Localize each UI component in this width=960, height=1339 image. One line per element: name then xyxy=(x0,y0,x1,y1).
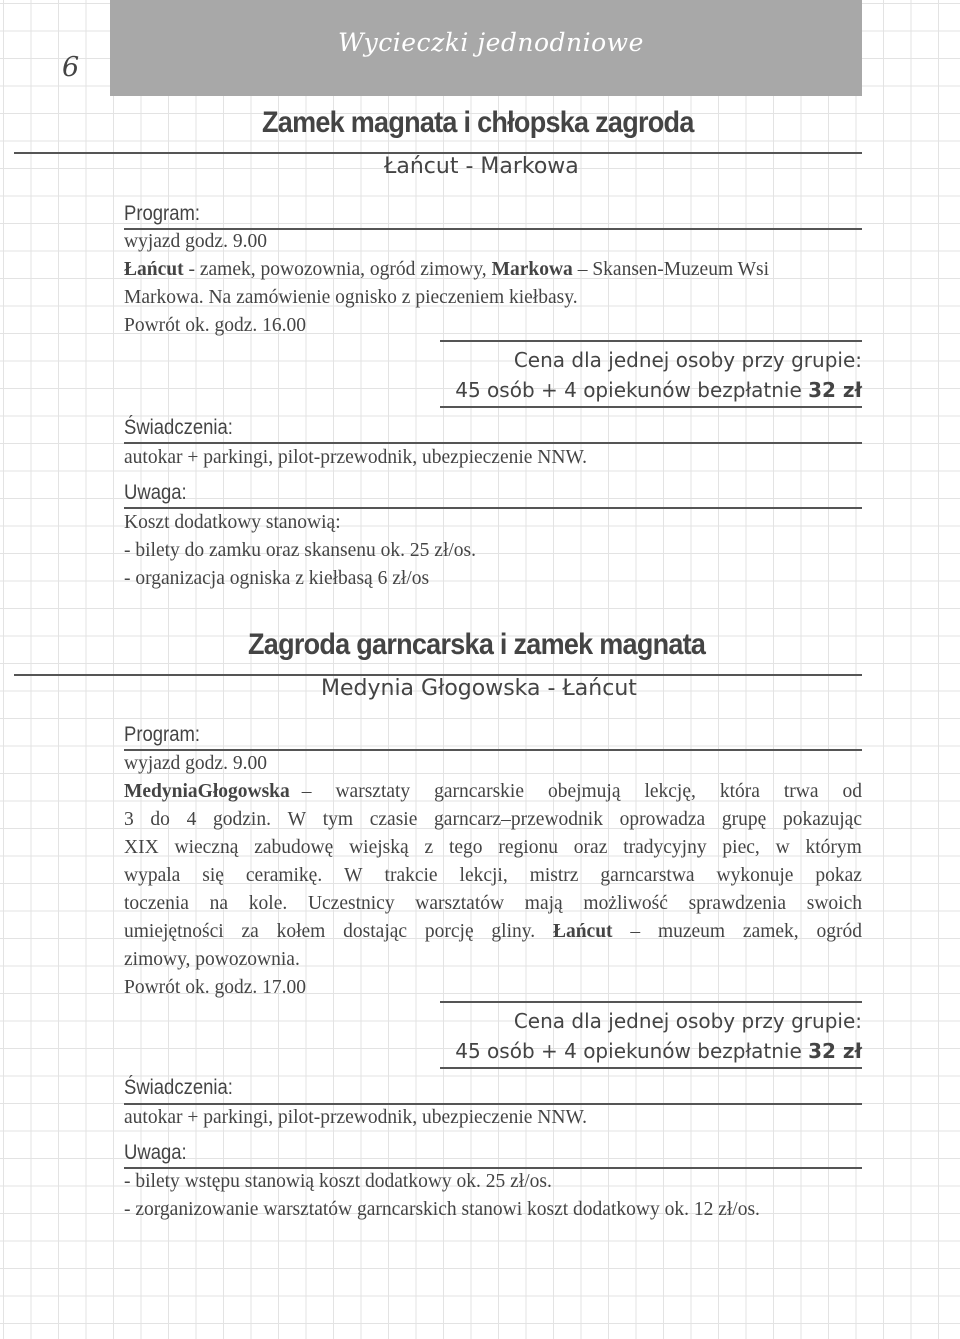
trip2-services-label: Świadczenia: xyxy=(124,1076,233,1099)
trip1-services: autokar + parkingi, pilot-przewodnik, ubezpieczenie NNW. xyxy=(124,447,587,468)
trip2-para-line-2: 3 do 4 godzin. W tym czasie garncarz–przewodnik oprowadza grupę pokazując xyxy=(124,809,862,830)
trip1-services-label: Świadczenia: xyxy=(124,416,233,439)
trip2-para-line-7: zimowy, powozownia. xyxy=(124,949,300,970)
trip2-program-label: Program: xyxy=(124,723,200,746)
trip1-subtitle: Łańcut - Markowa xyxy=(384,154,579,179)
trip2-note-line-1: - bilety wstępu stanowią koszt dodatkowy ok. 25 zł/os. xyxy=(124,1171,552,1192)
section-title: Wycieczki jednodniowe xyxy=(338,28,644,57)
trip1-program-line: Łańcut - zamek, powozownia, ogród zimowy, Markowa – Skansen-Muzeum Wsi xyxy=(124,259,770,280)
trip1-program-line-2: Markowa. Na zamówienie ognisko z pieczeniem kiełbasy. xyxy=(124,287,578,308)
trip2-para-line-4: wypala się ceramikę. W trakcie lekcji, mistrz garncarstwa wykonuje pokaz xyxy=(124,865,862,886)
trip1-program-label: Program: xyxy=(124,202,200,225)
trip2-title: Zagroda garncarska i zamek magnata xyxy=(248,628,706,661)
trip1-price-value: 32 zł xyxy=(808,378,862,402)
trip2-price-caption: Cena dla jednej osoby przy grupie: xyxy=(513,1009,862,1033)
trip1-note-line-3: - organizacja ogniska z kiełbasą 6 zł/os xyxy=(124,568,430,589)
trip2-para-line-5: toczenia na kole. Uczestnicy warsztatów mają możliwość sprawdzenia swoich xyxy=(124,893,862,914)
page-number: 6 xyxy=(62,52,80,83)
trip1-note-line-2: - bilety do zamku oraz skansenu ok. 25 zł/os. xyxy=(124,540,476,561)
trip1-note-line-1: Koszt dodatkowy stanowią: xyxy=(124,512,341,533)
trip2-price-value: 32 zł xyxy=(808,1039,862,1063)
trip2-para-line-6: umiejętności za kołem dostając porcję gliny. Łańcut – muzeum zamek, ogród xyxy=(124,921,863,942)
trip2-price-rule-top xyxy=(440,1001,862,1003)
trip1-price-caption: Cena dla jednej osoby przy grupie: xyxy=(513,348,862,372)
trip2-note-line-2: - zorganizowanie warsztatów garncarskich stanowi koszt dodatkowy ok. 12 zł/os. xyxy=(124,1199,760,1220)
trip2-return: Powrót ok. godz. 17.00 xyxy=(124,977,306,998)
trip2-para-line-1: MedyniaGłogowska – warsztaty garncarskie obejmują lekcję, która trwa od xyxy=(124,781,862,802)
trip1-price-line: 45 osób + 4 opiekunów bezpłatnie 32 zł xyxy=(455,378,862,402)
trip2-para-line-3: XIX wieczną zabudowę wiejską z tego regionu oraz tradycyjny piec, w którym xyxy=(124,837,862,858)
trip2-departure: wyjazd godz. 9.00 xyxy=(124,753,267,774)
trip1-price-rule-top xyxy=(440,340,862,342)
trip1-note-label: Uwaga: xyxy=(124,481,187,504)
trip2-price-line: 45 osób + 4 opiekunów bezpłatnie 32 zł xyxy=(455,1039,862,1063)
trip2-price-rule-bottom xyxy=(440,1067,862,1069)
trip2-note-label: Uwaga: xyxy=(124,1141,187,1164)
trip2-subtitle: Medynia Głogowska - Łańcut xyxy=(321,676,637,701)
trip1-departure: wyjazd godz. 9.00 xyxy=(124,231,267,252)
trip1-title: Zamek magnata i chłopska zagroda xyxy=(262,106,694,139)
trip2-services: autokar + parkingi, pilot-przewodnik, ubezpieczenie NNW. xyxy=(124,1107,587,1128)
trip1-return: Powrót ok. godz. 16.00 xyxy=(124,315,306,336)
trip1-price-rule-bottom xyxy=(440,406,862,408)
